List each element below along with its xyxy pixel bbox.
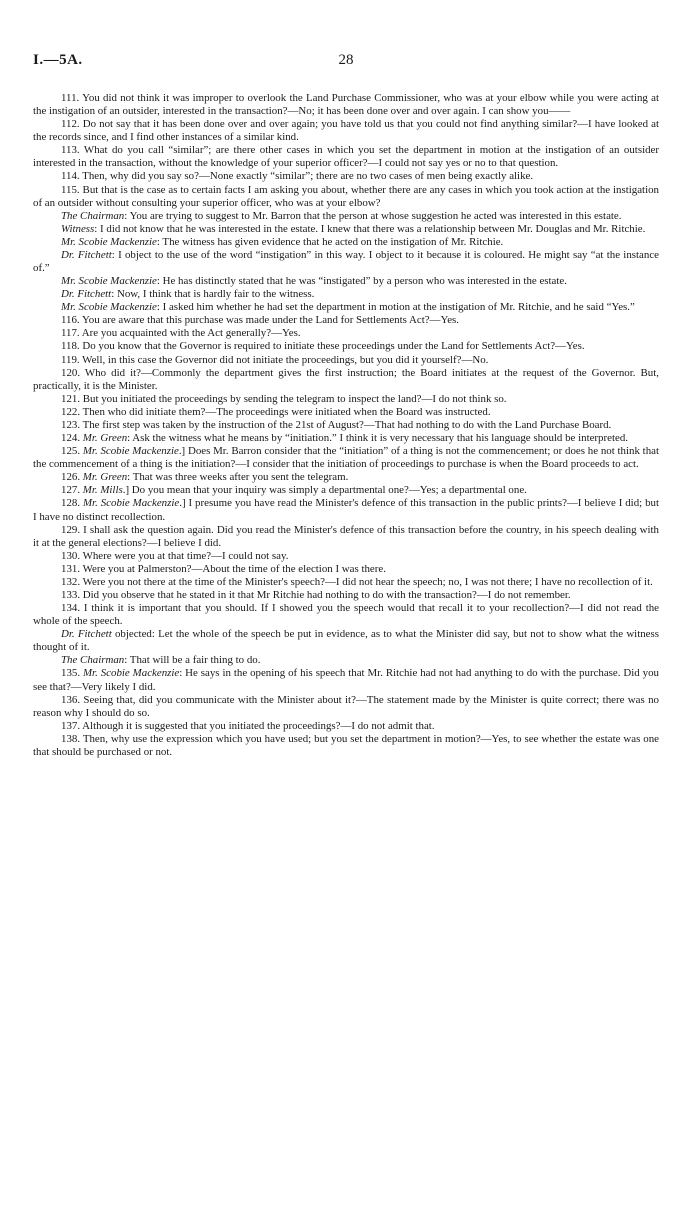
page-number: 28 bbox=[338, 52, 354, 68]
paragraph: Dr. Fitchett: Now, I think that is hardly fair to the witness. bbox=[61, 288, 315, 301]
paragraph: 137. Although it is suggested that you initiated the proceedings?—I do not admit that. bbox=[61, 719, 435, 732]
paragraph: 135. Mr. Scobie Mackenzie: He says in the opening of his speech that Mr. Ritchie had not had anything to do with the purchase. Did you see that?—Very likely I did. bbox=[33, 667, 659, 693]
paragraph: 124. Mr. Green: Ask the witness what he means by “initiation.” I think it is very necessary that his language should be interpreted. bbox=[61, 432, 628, 445]
paragraph: 116. You are aware that this purchase was made under the Land for Settlements Act?—Yes. bbox=[61, 314, 460, 327]
paragraph: 118. Do you know that the Governor is required to initiate these proceedings under the Land for Settlements Act?—Yes. bbox=[61, 340, 585, 353]
paragraph: 122. Then who did initiate them?—The proceedings were initiated when the Board was instructed. bbox=[61, 405, 491, 418]
paragraph: 112. Do not say that it has been done over and over again; you have told us that you could not find anything similar?—I have looked at the records since, and I find other instances of a similar kind. bbox=[33, 118, 659, 144]
paragraph: The Chairman: You are trying to suggest to Mr. Barron that the person at whose suggestion he acted was interested in this estate. bbox=[61, 209, 622, 222]
paragraph: 138. Then, why use the expression which you have used; but you set the department in motion?—Yes, to see whether the estate was one that should be purchased or not. bbox=[33, 732, 659, 758]
paragraph: 125. Mr. Scobie Mackenzie.] Does Mr. Barron consider that the “initiation” of a thing is not the commencement; or does he not think that the commencement of a thing is the initiation?—I consider that the initiation of proceedings to purchase is when the Board proceeds to act. bbox=[33, 445, 660, 471]
paragraph: Witness: I did not know that he was interested in the estate. I knew that there was a relationship between Mr. Douglas and Mr. Ritchie. bbox=[61, 222, 646, 235]
paragraph: 115. But that is the case as to certain facts I am asking you about, whether there are any cases in which you took action at the instigation of an outsider without consulting your superior officer, who was at your elbow? bbox=[33, 183, 659, 209]
paragraph: 114. Then, why did you say so?—None exactly “similar”; there are no two cases of men being exactly alike. bbox=[61, 170, 534, 183]
paragraph: 117. Are you acquainted with the Act generally?—Yes. bbox=[61, 327, 301, 340]
paragraph: 113. What do you call “similar”; are there other cases in which you set the department in motion at the instigation of an outsider interested in the transaction, without the knowledge of your superior officer?—I could not say yes or no to that question. bbox=[33, 144, 659, 170]
paragraph: 120. Who did it?—Commonly the department gives the first instruction; the Board initiates at the request of the Governor. But, practically, it is the Minister. bbox=[33, 366, 659, 392]
paragraph: Mr. Scobie Mackenzie: He has distinctly stated that he was “instigated” by a person who was interested in the estate. bbox=[61, 275, 567, 288]
paragraph: 128. Mr. Scobie Mackenzie.] I presume you have read the Minister's defence of this transaction in the public prints?—I believe I did; but I have no distinct recollection. bbox=[33, 497, 660, 523]
paragraph: Dr. Fitchett objected: Let the whole of the speech be put in evidence, as to what the Minister did say, but not to show what the witness thought of it. bbox=[33, 628, 659, 654]
paragraph: 123. The first step was taken by the instruction of the 21st of August?—That had nothing to do with the Land Purchase Board. bbox=[61, 418, 612, 431]
paragraph: Dr. Fitchett: I object to the use of the word “instigation” in this way. I object to it because it is coloured. He might say “at the instance of.” bbox=[33, 248, 659, 275]
paragraph: 127. Mr. Mills.] Do you mean that your inquiry was simply a departmental one?—Yes; a departmental one. bbox=[61, 484, 527, 497]
paragraph: 132. Were you not there at the time of the Minister's speech?—I did not hear the speech; no, I was not there; I have no recollection of it. bbox=[61, 575, 653, 588]
paragraph: Mr. Scobie Mackenzie: The witness has given evidence that he acted on the instigation of Mr. Ritchie. bbox=[61, 235, 504, 248]
paragraph: 134. I think it is important that you should. If I showed you the speech would that recall it to your recollection?—I did not read the whole of the speech. bbox=[33, 602, 659, 628]
paragraph: 126. Mr. Green: That was three weeks after you sent the telegram. bbox=[61, 471, 349, 484]
document-body bbox=[33, 92, 659, 759]
paragraph: 121. But you initiated the proceedings by sending the telegram to inspect the land?—I do not think so. bbox=[61, 392, 507, 405]
page-header bbox=[33, 52, 659, 72]
paragraph: 119. Well, in this case the Governor did not initiate the proceedings, but you did it yourself?—No. bbox=[61, 353, 489, 366]
paragraph: 111. You did not think it was improper to overlook the Land Purchase Commissioner, who was at your elbow while you were acting at the instigation of an outsider, interested in the transaction?—No; it has been done over and over again. I can show you—— bbox=[33, 92, 659, 118]
paragraph: Mr. Scobie Mackenzie: I asked him whether he had set the department in motion at the instigation of Mr. Ritchie, and he said “Yes.” bbox=[61, 301, 635, 314]
paragraph: 136. Seeing that, did you communicate with the Minister about it?—The statement made by the Minister is quite correct; there was no reason why I should do so. bbox=[33, 693, 659, 719]
paragraph: 131. Were you at Palmerston?—About the time of the election I was there. bbox=[61, 562, 386, 575]
document-reference: I.—5A. bbox=[33, 52, 83, 68]
paragraph: 133. Did you observe that he stated in it that Mr Ritchie had nothing to do with the transaction?—I do not remember. bbox=[61, 588, 571, 601]
paragraph: 129. I shall ask the question again. Did you read the Minister's defence of this transaction before the country, in his speech dealing with it at the general elections?—I believe I did. bbox=[33, 523, 659, 549]
paragraph: The Chairman: That will be a fair thing to do. bbox=[61, 654, 261, 667]
paragraph: 130. Where were you at that time?—I could not say. bbox=[61, 549, 289, 562]
